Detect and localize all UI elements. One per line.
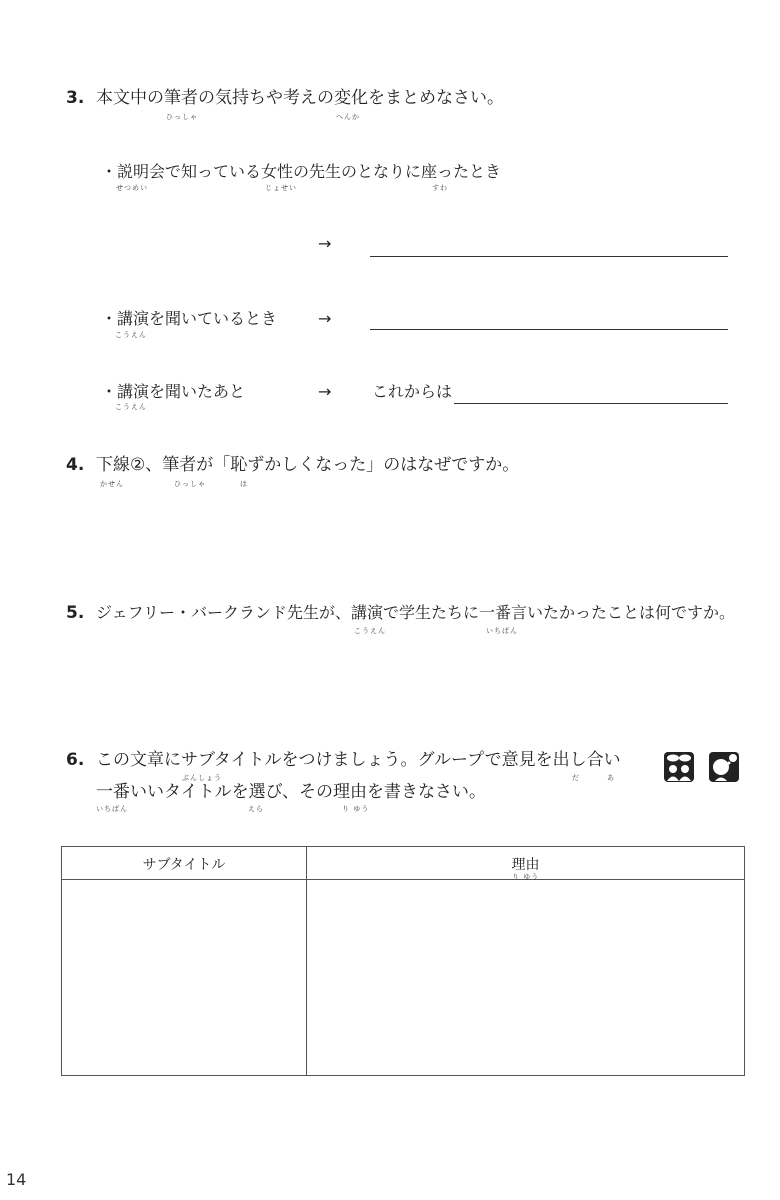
page-number: 14 <box>6 1170 27 1189</box>
q3-answer-line-3[interactable] <box>454 403 728 404</box>
q5-ruby-kouen: こうえん <box>354 627 386 635</box>
q3-arrow-3: → <box>318 382 332 401</box>
q6-ruby-bunshou: ぶんしょう <box>182 774 222 782</box>
q3-arrow-2: → <box>318 309 332 328</box>
table-header-subtitle-label: サブタイトル <box>142 857 226 873</box>
q4-ruby-kasen: かせん <box>100 480 124 488</box>
q3-ruby-henka: へんか <box>336 113 360 121</box>
q5-text: ジェフリー・バークランド先生が、講演で学生たちに一番言いたかったことは何ですか。 <box>96 603 736 622</box>
q4-number: 4. <box>66 455 85 475</box>
q3-item1-ruby-setsumei: せつめい <box>116 184 148 192</box>
thinking-person-icon <box>709 752 739 782</box>
q6-line2: 一番いいタイトルを選び、その理由を書きなさい。 <box>96 782 486 802</box>
table-header-reason <box>307 847 745 880</box>
q3-number: 3. <box>66 88 85 108</box>
q3-item3-text: ・講演を聞いたあと <box>101 382 246 401</box>
q3-text: 本文中の筆者の気持ちや考えの変化をまとめなさい。 <box>96 88 504 108</box>
answer-table <box>61 846 745 1076</box>
q3-item3-prefix: これからは <box>372 382 453 401</box>
q6-number: 6. <box>66 750 85 770</box>
q6-ruby-riyuu: り ゆう <box>342 805 370 813</box>
table-header-subtitle <box>62 847 307 880</box>
table-header-reason-ruby: り ゆう <box>511 873 540 881</box>
q3-answer-line-1[interactable] <box>370 256 728 257</box>
q4-text: 下線②、筆者が「恥ずかしくなった」のはなぜですか。 <box>96 455 520 475</box>
q4-ruby-ha: は <box>240 480 248 488</box>
q3-ruby-hissha: ひっしゃ <box>166 113 198 121</box>
q6-line1: この文章にサブタイトルをつけましょう。グループで意見を出し合い <box>96 750 621 770</box>
q3-item3-ruby-kouen: こうえん <box>115 403 147 411</box>
q5-ruby-ichiban: いちばん <box>486 627 518 635</box>
q3-arrow-1: → <box>318 234 332 253</box>
q6-ruby-ichiban: いちばん <box>96 805 128 813</box>
q3-answer-line-2[interactable] <box>370 329 728 330</box>
q3-item2-ruby-kouen: こうえん <box>115 331 147 339</box>
q5-number: 5. <box>66 603 85 623</box>
table-header-reason-label: 理由 <box>511 857 540 873</box>
q6-ruby-da: だ <box>572 774 580 782</box>
q6-ruby-era: えら <box>248 805 264 813</box>
q3-item2-text: ・講演を聞いているとき <box>101 309 278 328</box>
subtitle-answer-cell[interactable] <box>62 880 307 1076</box>
q4-ruby-hissha: ひっしゃ <box>174 480 206 488</box>
q6-ruby-a: あ <box>607 774 615 782</box>
q3-item1-text: ・説明会で知っている女性の先生のとなりに座ったとき <box>101 162 502 181</box>
q3-item1-ruby-suwa: すわ <box>432 184 448 192</box>
q3-item1-ruby-josei: じょせい <box>265 184 297 192</box>
reason-answer-cell[interactable] <box>307 880 745 1076</box>
group-discussion-icon <box>664 752 694 782</box>
